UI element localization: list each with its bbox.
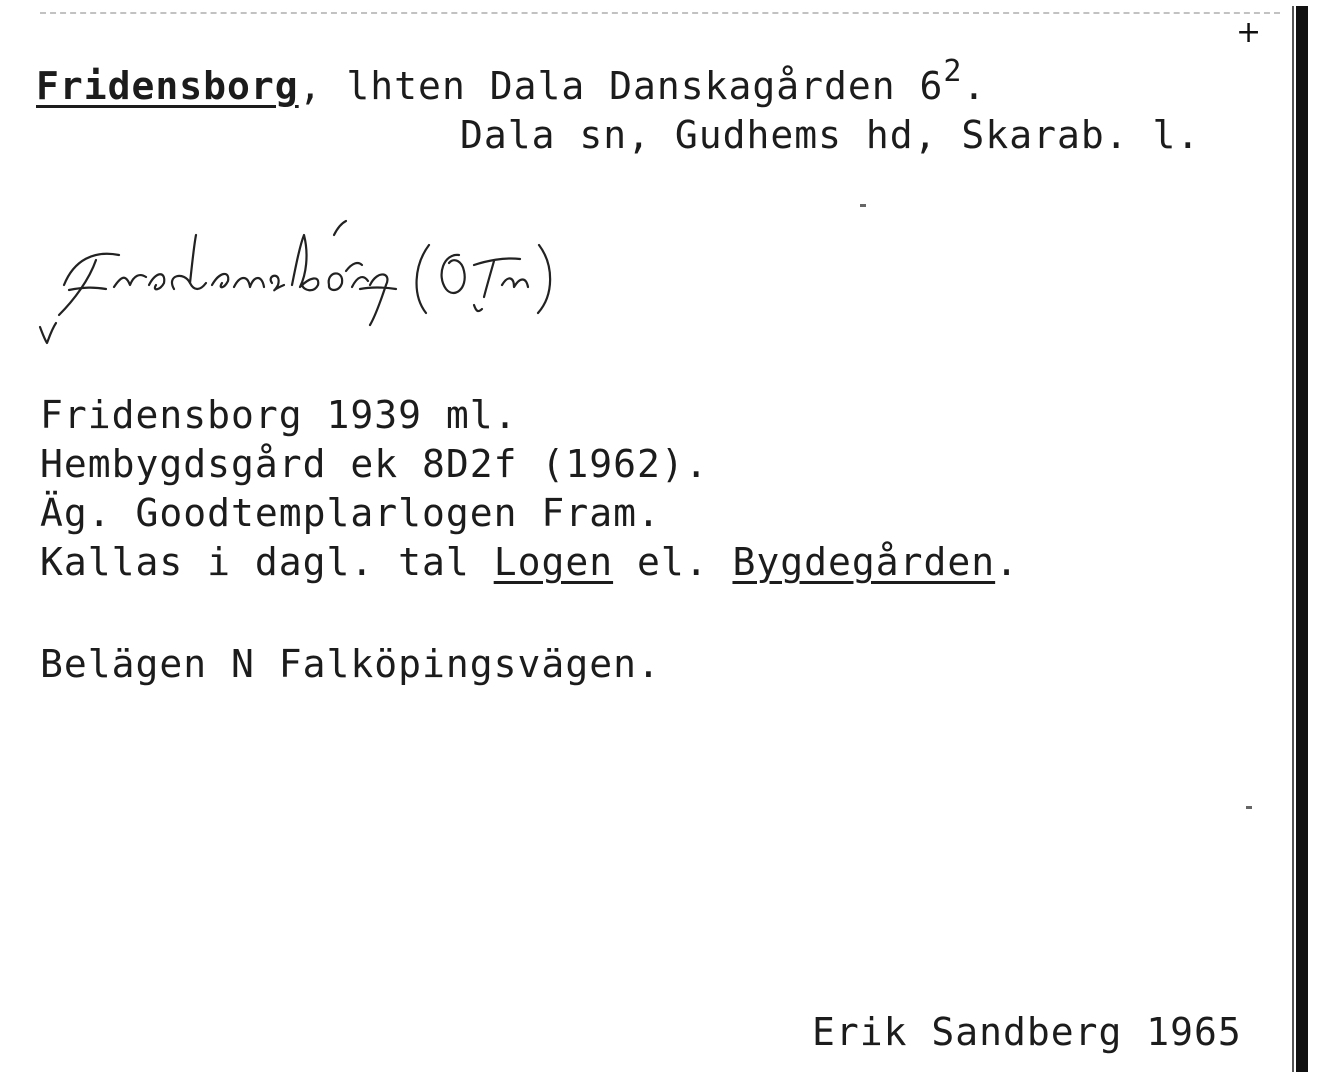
body-line-kallas xyxy=(40,540,1019,584)
stray-mark xyxy=(1246,806,1252,809)
nickname-bygdegarden: Bygdegården xyxy=(732,540,996,584)
header-end: . xyxy=(962,64,987,108)
kallas-middle: el. xyxy=(613,540,733,584)
header-superscript: 2 xyxy=(943,54,963,89)
signature: Erik Sandberg 1965 xyxy=(812,1010,1242,1054)
body-line-3: Äg. Goodtemplarlogen Fram. xyxy=(40,491,661,535)
kallas-end: . xyxy=(995,540,1020,584)
position-line: Belägen N Falköpingsvägen. xyxy=(40,642,661,686)
stray-mark xyxy=(860,204,866,207)
body-line-2: Hembygdsgård ek 8D2f (1962). xyxy=(40,442,709,486)
header-rest: , lhten Dala Danskagården 6 xyxy=(298,64,944,108)
kallas-prefix: Kallas i dagl. tal xyxy=(40,540,494,584)
handwritten-annotation xyxy=(34,205,754,355)
place-name: Fridensborg xyxy=(36,64,299,108)
card-header xyxy=(36,54,987,112)
right-scan-edge-thin xyxy=(1292,6,1294,1072)
body-line-1: Fridensborg 1939 ml. xyxy=(40,393,518,437)
plus-mark: + xyxy=(1236,15,1262,50)
location-line: Dala sn, Gudhems hd, Skarab. l. xyxy=(460,113,1201,157)
right-scan-edge xyxy=(1296,6,1308,1072)
nickname-logen: Logen xyxy=(493,540,614,584)
top-scan-edge xyxy=(40,12,1280,14)
